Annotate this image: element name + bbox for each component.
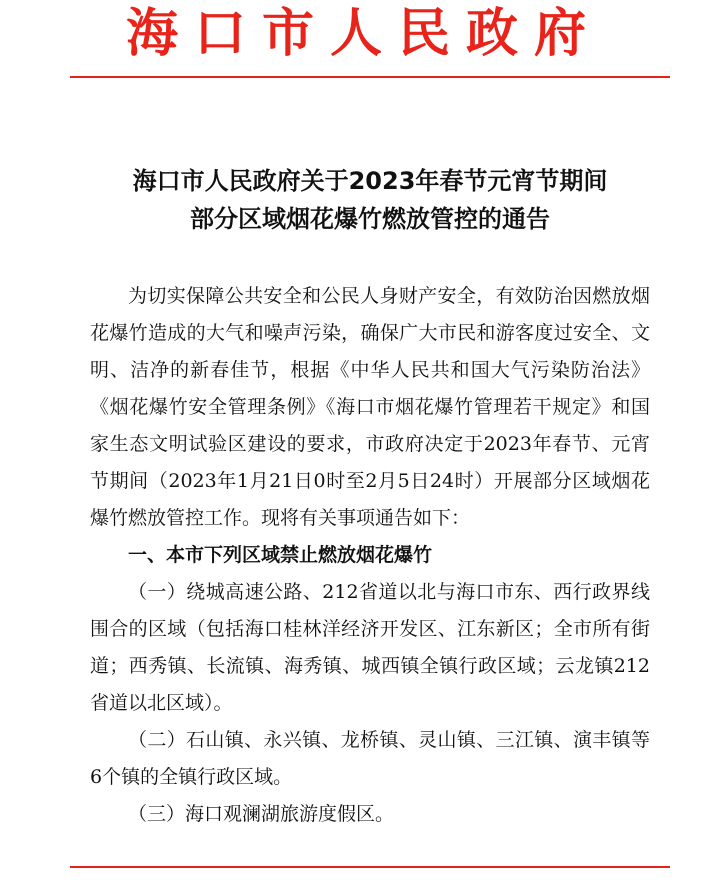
item-1-paragraph: （一）绕城高速公路、212省道以北与海口市东、西行政界线围合的区域（包括海口桂林洋经济开发区、江东新区；全市所有街道；西秀镇、长流镇、海秀镇、城西镇全镇行政区域；云龙镇212省道以北区域）。 [90, 581, 650, 714]
title-line-1: 海口市人民政府关于2023年春节元宵节期间 [132, 167, 608, 195]
page-bottom-divider [70, 866, 670, 868]
masthead-title: 海口市人民政府 [125, 3, 602, 64]
document-title [60, 162, 680, 238]
intro-paragraph: 为切实保障公共安全和公民人身财产安全，有效防治因燃放烟花爆竹造成的大气和噪声污染，确保广大市民和游客度过安全、文明、洁净的新春佳节，根据《中华人民共和国大气污染防治法》《烟花爆竹安全管理条例》《海口市烟花爆竹管理若干规定》和国家生态文明试验区建设的要求，市政府决定于2023年春节、元宵节期间（2023年1月21日0时至2月5日24时）开展部分区域烟花爆竹燃放管控工作。现将有关事项通告如下： [90, 285, 650, 529]
item-2-paragraph: （二）石山镇、永兴镇、龙桥镇、灵山镇、三江镇、演丰镇等6个镇的全镇行政区域。 [90, 729, 650, 788]
section-1-heading: 一、本市下列区域禁止燃放烟花爆竹 [128, 544, 433, 566]
masthead-divider [70, 76, 670, 78]
title-line-2: 部分区域烟花爆竹燃放管控的通告 [190, 205, 550, 233]
item-3-paragraph: （三）海口观澜湖旅游度假区。 [128, 803, 395, 825]
document-body [90, 278, 650, 833]
